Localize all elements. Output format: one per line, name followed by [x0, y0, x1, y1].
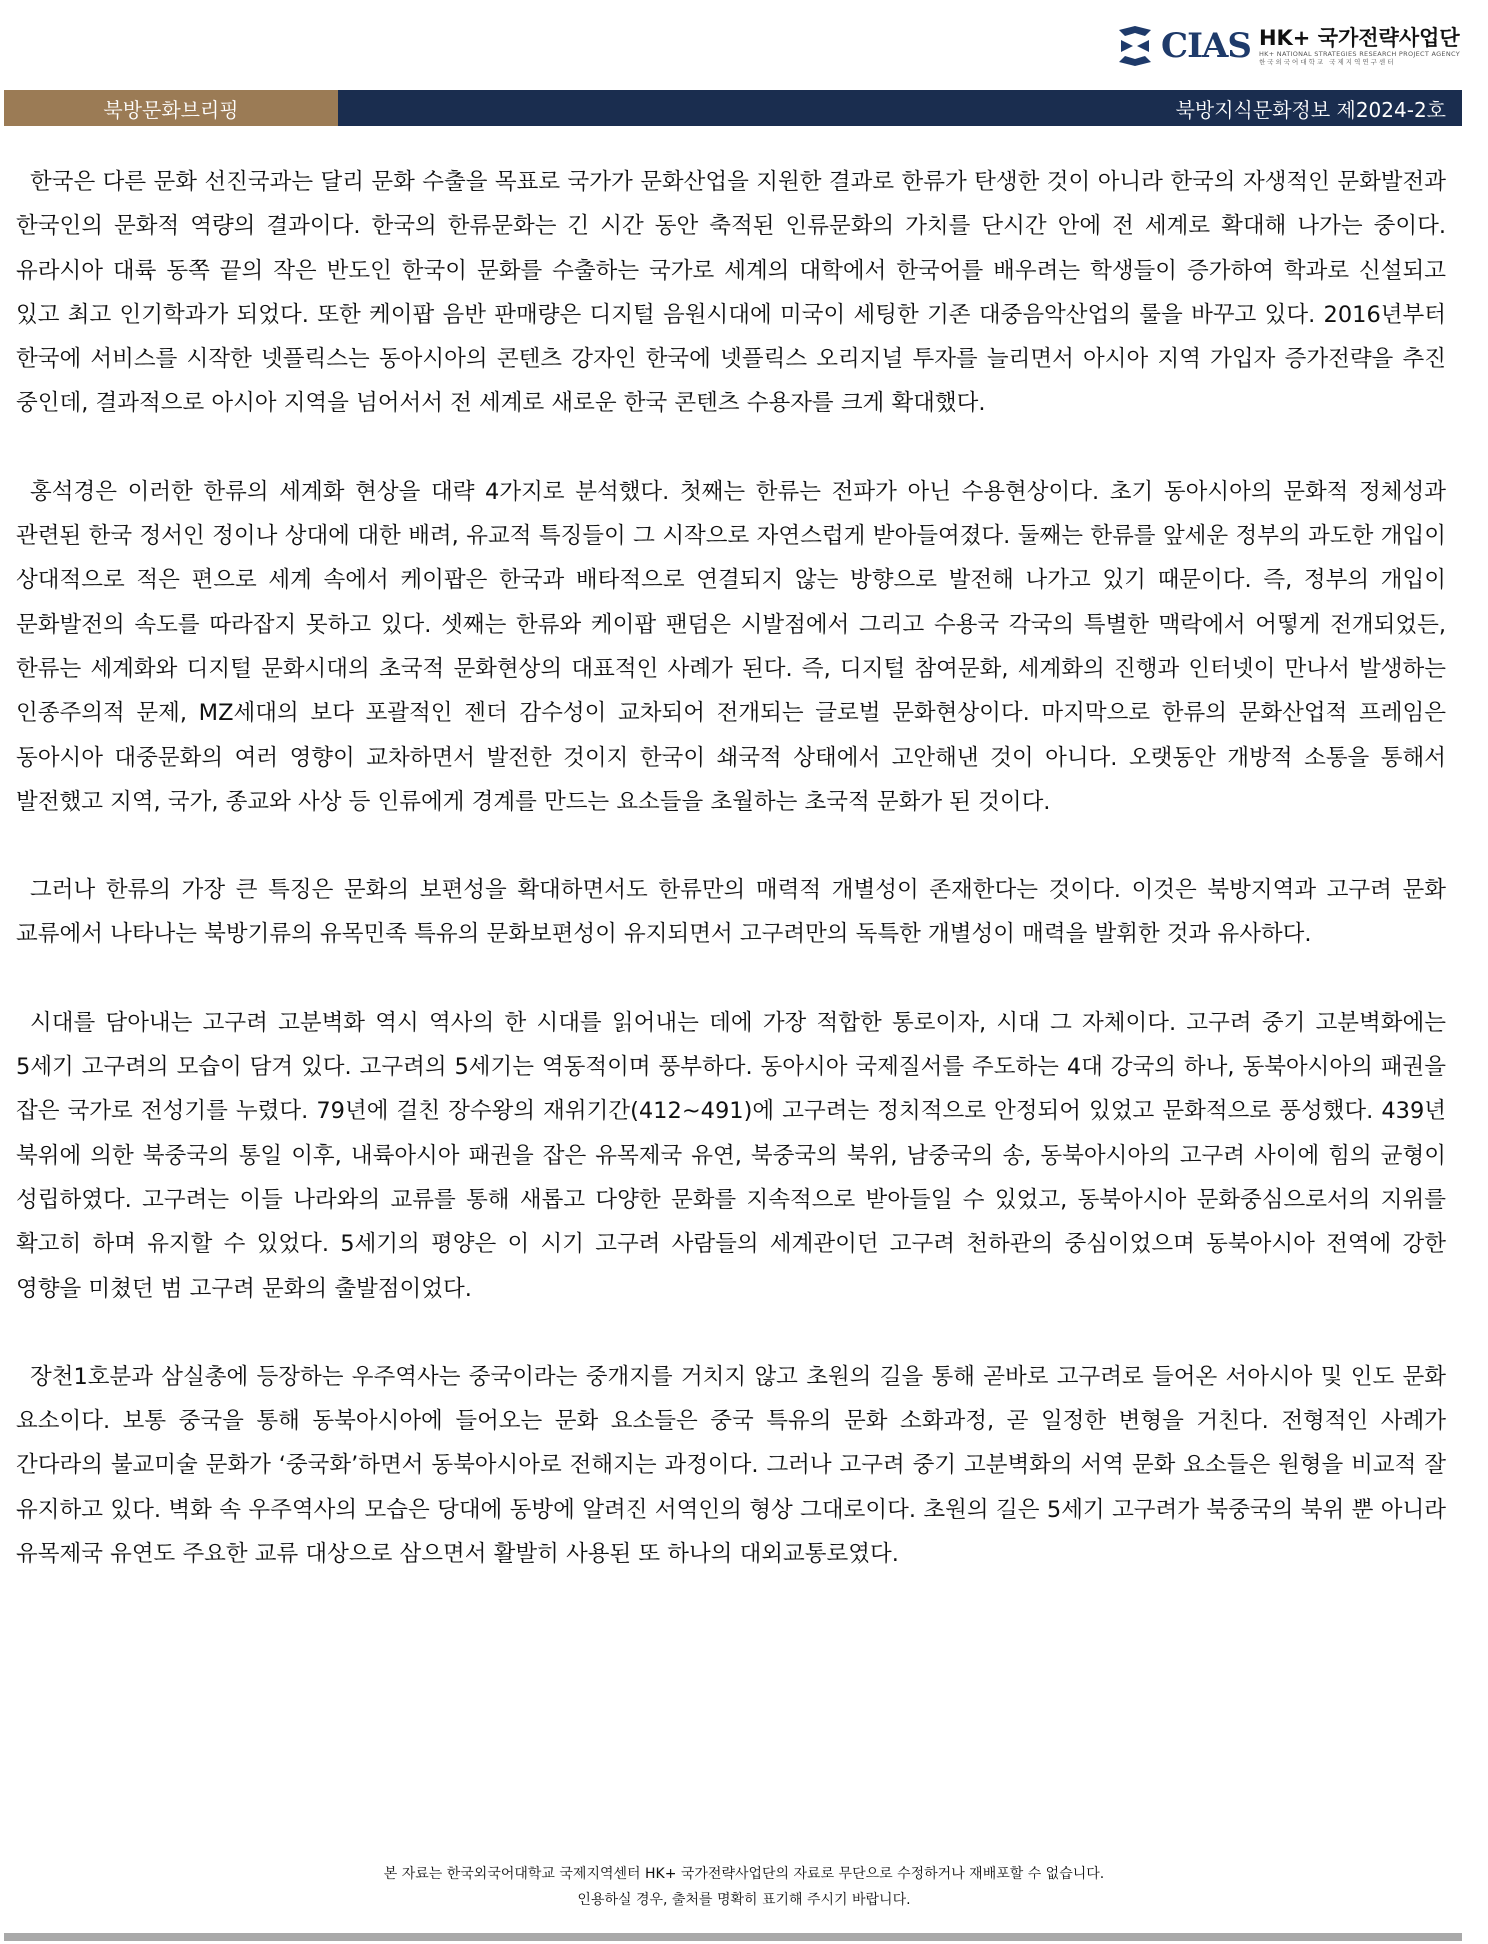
section-label: 북방문화브리핑: [4, 90, 338, 126]
footer-copyright-line: 본 자료는 한국외국어대학교 국제지역센터 HK+ 국가전략사업단의 자료로 무단으로 수정하거나 재배포할 수 없습니다.: [383, 1866, 1105, 1882]
paragraph-2: 홍석경은 이러한 한류의 세계화 현상을 대략 4가지로 분석했다. 첫째는 한류는 전파가 아닌 수용현상이다. 초기 동아시아의 문화적 정체성과 관련된 한국 정서인 정이나 상대에 대한 배려, 유교적 특징들이 그 시작으로 자연스럽게 받아들여졌다. 둘째는 한류를 앞세운 정부의 과도한 개입이 상대적으로 적은 편으로 세계 속에서 케이팝은 한국과 배타적으로 연결되지 않는 방향으로 발전해 나가고 있기 때문이다. 즉, 정부의 개입이 문화발전의 속도를 따라잡지 못하고 있다. 셋째는 한류와 케이팝 팬덤은 시발점에서 그리고 수용국 각국의 특별한 맥락에서 어떻게 전개되었든, 한류는 세계화와 디지털 문화시대의 초국적 문화현상의 대표적인 사례가 된다. 즉, 디지털 참여문화, 세계화의 진행과 인터넷이 만나서 발생하는 인종주의적 문제, MZ세대의 보다 포괄적인 젠더 감수성이 교차되어 전개되는 글로벌 문화현상이다. 마지막으로 한류의 문화산업적 프레임은 동아시아 대중문화의 여러 영향이 교차하면서 발전한 것이지 한국이 쇄국적 상태에서 고안해낸 것이 아니다. 오랫동안 개방적 소통을 통해서 발전했고 지역, 국가, 종교와 사상 등 인류에게 경계를 만드는 요소들을 초월하는 초국적 문화가 된 것이다.: [16, 478, 1446, 815]
cias-emblem-icon: [1115, 24, 1155, 68]
bottom-divider: [4, 1933, 1462, 1941]
cias-logo: [1115, 20, 1460, 72]
logo-subtitle-korean: 한국외국어대학교 국제지역연구센터: [1258, 58, 1396, 66]
paragraph-3: 그러나 한류의 가장 큰 특징은 문화의 보편성을 확대하면서도 한류만의 매력적 개별성이 존재한다는 것이다. 이것은 북방지역과 고구려 문화 교류에서 나타나는 북방기류의 유목민족 특유의 문화보편성이 유지되면서 고구려만의 독특한 개별성이 매력을 발휘한 것과 유사하다.: [16, 877, 1446, 948]
paragraph-5: 장천1호분과 삼실총에 등장하는 우주역사는 중국이라는 중개지를 거치지 않고 초원의 길을 통해 곧바로 고구려로 들어온 서아시아 및 인도 문화 요소이다. 보통 중국을 통해 동북아시아에 들어오는 문화 요소들은 중국 특유의 문화 소화과정, 곧 일정한 변형을 거친다. 전형적인 사례가 간다라의 불교미술 문화가 ‘중국화’하면서 동북아시아로 전해지는 과정이다. 그러나 고구려 중기 고분벽화의 서역 문화 요소들은 원형을 비교적 잘 유지하고 있다. 벽화 속 우주역사의 모습은 당대에 동방에 알려진 서역인의 형상 그대로이다. 초원의 길은 5세기 고구려가 북중국의 북위 뿐 아니라 유목제국 유연도 주요한 교류 대상으로 삼으면서 활발히 사용된 또 하나의 대외교통로였다.: [16, 1363, 1446, 1568]
header-band: [4, 90, 1462, 126]
footer-notice: [0, 1861, 1488, 1913]
logo-subtitle: HK+ NATIONAL STRATEGIES RESEARCH PROJECT AGENCY: [1258, 50, 1460, 58]
logo-title: HK+ 국가전략사업단: [1258, 26, 1460, 50]
footer-citation-line: 인용하실 경우, 출처를 명확히 표기해 주시기 바랍니다.: [577, 1892, 911, 1908]
article-body: [16, 160, 1446, 1620]
issue-label: 북방지식문화정보 제2024-2호: [338, 90, 1462, 126]
paragraph-1: 한국은 다른 문화 선진국과는 달리 문화 수출을 목표로 국가가 문화산업을 지원한 결과로 한류가 탄생한 것이 아니라 한국의 자생적인 문화발전과 한국인의 문화적 역량의 결과이다. 한국의 한류문화는 긴 시간 동안 축적된 인류문화의 가치를 단시간 안에 전 세계로 확대해 나가는 중이다. 유라시아 대륙 동쪽 끝의 작은 반도인 한국이 문화를 수출하는 국가로 세계의 대학에서 한국어를 배우려는 학생들이 증가하여 학과로 신설되고 있고 최고 인기학과가 되었다. 또한 케이팝 음반 판매량은 디지털 음원시대에 미국이 세팅한 기존 대중음악산업의 룰을 바꾸고 있다. 2016년부터 한국에 서비스를 시작한 넷플릭스는 동아시아의 콘텐츠 강자인 한국에 넷플릭스 오리지널 투자를 늘리면서 아시아 지역 가입자 증가전략을 추진 중인데, 결과적으로 아시아 지역을 넘어서서 전 세계로 새로운 한국 콘텐츠 수용자를 크게 확대했다.: [16, 169, 1446, 417]
logo-acronym: CIAS: [1161, 26, 1251, 66]
paragraph-4: 시대를 담아내는 고구려 고분벽화 역시 역사의 한 시대를 읽어내는 데에 가장 적합한 통로이자, 시대 그 자체이다. 고구려 중기 고분벽화에는 5세기 고구려의 모습이 담겨 있다. 고구려의 5세기는 역동적이며 풍부하다. 동아시아 국제질서를 주도하는 4대 강국의 하나, 동북아시아의 패권을 잡은 국가로 전성기를 누렸다. 79년에 걸친 장수왕의 재위기간(412~491)에 고구려는 정치적으로 안정되어 있었고 문화적으로 풍성했다. 439년 북위에 의한 북중국의 통일 이후, 내륙아시아 패권을 잡은 유목제국 유연, 북중국의 북위, 남중국의 송, 동북아시아의 고구려 사이에 힘의 균형이 성립하였다. 고구려는 이들 나라와의 교류를 통해 새롭고 다양한 문화를 지속적으로 받아들일 수 있었고, 동북아시아 문화중심으로서의 지위를 확고히 하며 유지할 수 있었다. 5세기의 평양은 이 시기 고구려 사람들의 세계관이던 고구려 천하관의 중심이었으며 동북아시아 전역에 강한 영향을 미쳤던 범 고구려 문화의 출발점이었다.: [16, 1009, 1446, 1302]
